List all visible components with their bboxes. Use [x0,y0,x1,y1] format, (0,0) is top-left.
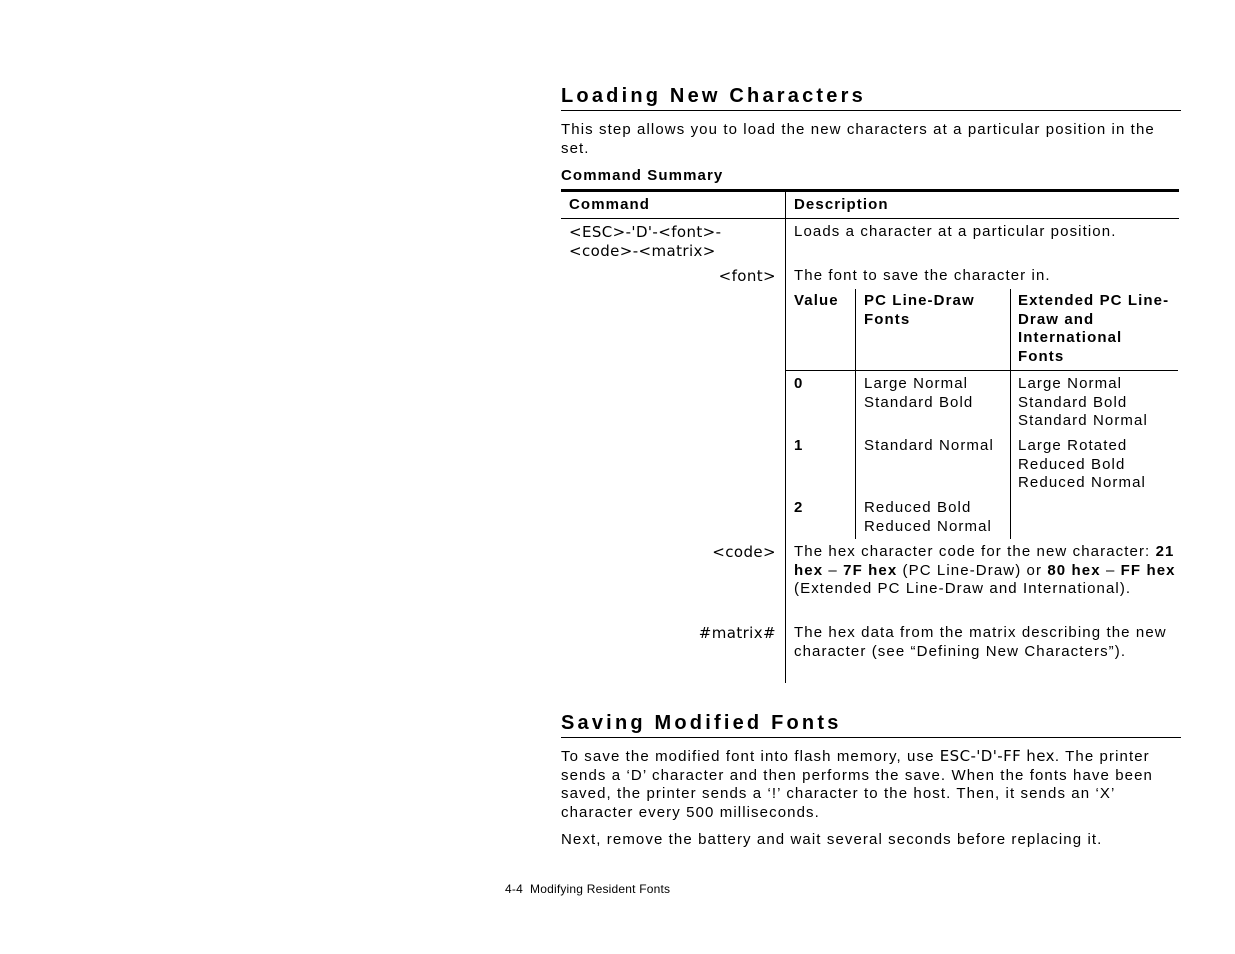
subtable-divider-1 [855,289,856,539]
inline-command: ESC-'D'-FF hex [939,747,1055,765]
subtable-row-pc: Reduced Bold Reduced Normal [864,499,992,535]
subtable-header-ext: Extended PC Line-Draw and International Fonts [1018,292,1170,365]
code-desc-text: The hex character code for the new character: [794,543,1156,560]
subtable-row-value: 0 [794,375,804,392]
code-desc-bold: FF hex [1120,561,1176,579]
subtable-row-ext: Large Rotated Reduced Bold Reduced Normal [1018,437,1146,492]
subtable-header-rule [786,370,1178,371]
param-font: <font> [718,267,776,285]
code-desc-bold: 7F hex [843,561,898,579]
subtable-header-value: Value [794,292,839,309]
saving-text: To save the modified font into flash memory, use [561,748,940,765]
param-font-description: The font to save the character in. [794,267,1051,284]
column-divider [785,192,786,683]
code-desc-text: (PC Line-Draw) or [897,561,1048,579]
saving-text: . The printer sends a ‘D’ character and then performs the save. When the fonts have been saved, the printer sends a ‘!’ character to the host. Then, it sends an ‘X’ character every 500 milliseconds. [561,748,1153,821]
code-desc-bold: 80 hex [1047,561,1101,579]
saving-paragraph [561,747,1171,822]
subtable-row-pc: Large Normal Standard Bold [864,375,974,411]
battery-paragraph: Next, remove the battery and wait several seconds before replacing it. [561,831,1103,848]
intro-paragraph: This step allows you to load the new characters at a particular position in the set. [561,121,1155,157]
code-desc-text: – [1100,561,1121,579]
param-matrix: #matrix# [698,624,776,642]
section-title-saving: Saving Modified Fonts [561,711,1181,738]
command-summary-heading: Command Summary [561,167,724,184]
subtable-row-value: 2 [794,499,804,516]
param-code-description [794,543,1179,599]
param-code: <code> [712,543,776,561]
code-desc-bold: 21 hex [794,543,1175,579]
subtable-header-pc: PC Line-Draw Fonts [864,292,975,328]
command-syntax-line2: <code>-<matrix> [569,241,716,260]
subtable-row-ext: Large Normal Standard Bold Standard Normal [1018,375,1148,430]
table-top-rule [561,189,1179,192]
col-header-description: Description [794,196,889,213]
header-bottom-rule [561,218,1179,219]
subtable-row-pc: Standard Normal [864,437,994,454]
col-header-command: Command [569,196,651,213]
code-desc-text: – [823,561,844,579]
command-syntax-line1: <ESC>-'D'-<font>- [569,223,722,241]
command-description: Loads a character at a particular position. [794,223,1117,240]
subtable-divider-2 [1010,289,1011,539]
page-footer: 4-4 Modifying Resident Fonts [505,882,671,896]
code-desc-text: (Extended PC Line-Draw and International). [794,580,1132,598]
param-matrix-description: The hex data from the matrix describing the new character (see “Defining New Characters”). [794,624,1167,660]
subtable-row-value: 1 [794,437,804,454]
section-title-loading: Loading New Characters [561,84,1181,111]
command-syntax [569,223,721,260]
